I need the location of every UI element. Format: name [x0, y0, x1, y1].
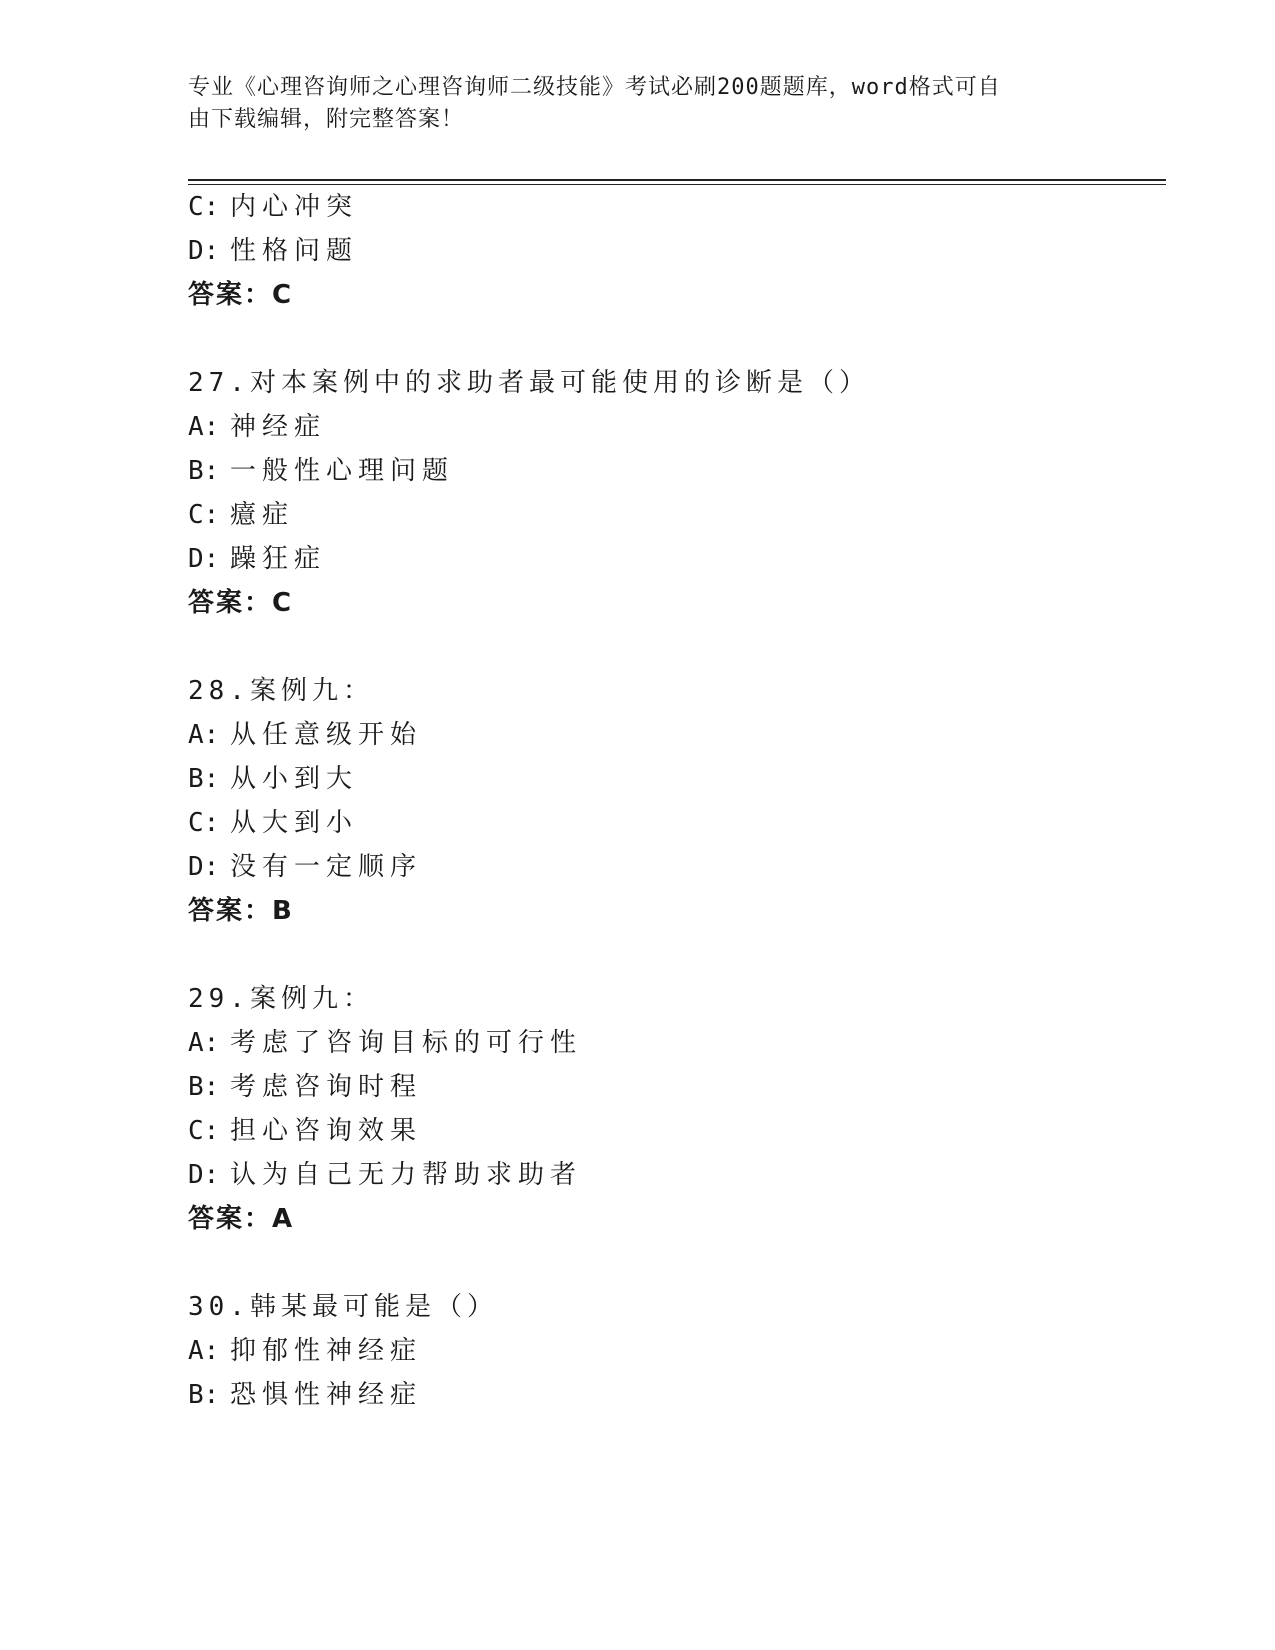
document-header — [188, 72, 1088, 136]
option-d — [188, 850, 422, 884]
option-b — [188, 762, 358, 796]
option-text: 躁狂症 — [230, 544, 327, 574]
header-rule-thick — [188, 179, 1166, 181]
option-letter: B: — [188, 456, 220, 486]
option-letter: C: — [188, 500, 220, 530]
option-a — [188, 410, 326, 444]
option-text: 恐惧性神经症 — [230, 1380, 423, 1410]
option-text: 担心咨询效果 — [230, 1116, 423, 1146]
header-rule-thin — [188, 184, 1166, 185]
question-stem: 28.案例九： — [188, 676, 374, 706]
option-letter: B: — [188, 1380, 220, 1410]
option-a — [188, 718, 422, 752]
option-letter: B: — [188, 764, 220, 794]
option-text: 一般性心理问题 — [230, 456, 455, 486]
header-line-2: 由下载编辑，附完整答案！ — [188, 107, 465, 132]
option-letter: A: — [188, 1336, 220, 1366]
option-text: 认为自己无力帮助求助者 — [230, 1160, 583, 1190]
question-stem: 29.案例九： — [188, 984, 374, 1014]
option-text: 考虑了咨询目标的可行性 — [230, 1028, 583, 1058]
option-letter: D: — [188, 236, 220, 266]
option-b — [188, 1378, 422, 1412]
option-text: 内心冲突 — [230, 192, 359, 222]
option-c — [188, 498, 294, 532]
option-text: 抑郁性神经症 — [230, 1336, 423, 1366]
option-c — [188, 1114, 422, 1148]
option-text: 没有一定顺序 — [230, 852, 423, 882]
option-text: 癔症 — [230, 500, 295, 530]
option-text: 从小到大 — [230, 764, 359, 794]
option-c — [188, 190, 358, 224]
answer-line: 答案：A — [188, 1204, 295, 1234]
option-b — [188, 1070, 422, 1104]
answer-line: 答案：C — [188, 588, 294, 618]
answer-line: 答案：B — [188, 896, 294, 926]
option-letter: D: — [188, 1160, 220, 1190]
option-letter: C: — [188, 1116, 220, 1146]
header-line-1: 专业《心理咨询师之心理咨询师二级技能》考试必刷200题题库，word格式可自 — [188, 75, 1001, 100]
option-text: 考虑咨询时程 — [230, 1072, 423, 1102]
option-a — [188, 1026, 582, 1060]
option-text: 从大到小 — [230, 808, 359, 838]
option-b — [188, 454, 454, 488]
option-d — [188, 234, 358, 268]
option-letter: A: — [188, 720, 220, 750]
option-letter: A: — [188, 1028, 220, 1058]
option-letter: B: — [188, 1072, 220, 1102]
option-letter: A: — [188, 412, 220, 442]
question-stem: 30.韩某最可能是（） — [188, 1292, 498, 1322]
option-text: 性格问题 — [230, 236, 359, 266]
option-letter: D: — [188, 544, 220, 574]
option-text: 从任意级开始 — [230, 720, 423, 750]
question-stem: 27.对本案例中的求助者最可能使用的诊断是（） — [188, 368, 870, 398]
answer-line: 答案：C — [188, 280, 294, 310]
option-text: 神经症 — [230, 412, 327, 442]
option-c — [188, 806, 358, 840]
option-letter: C: — [188, 192, 220, 222]
option-letter: D: — [188, 852, 220, 882]
option-d — [188, 1158, 582, 1192]
option-a — [188, 1334, 422, 1368]
option-d — [188, 542, 326, 576]
option-letter: C: — [188, 808, 220, 838]
